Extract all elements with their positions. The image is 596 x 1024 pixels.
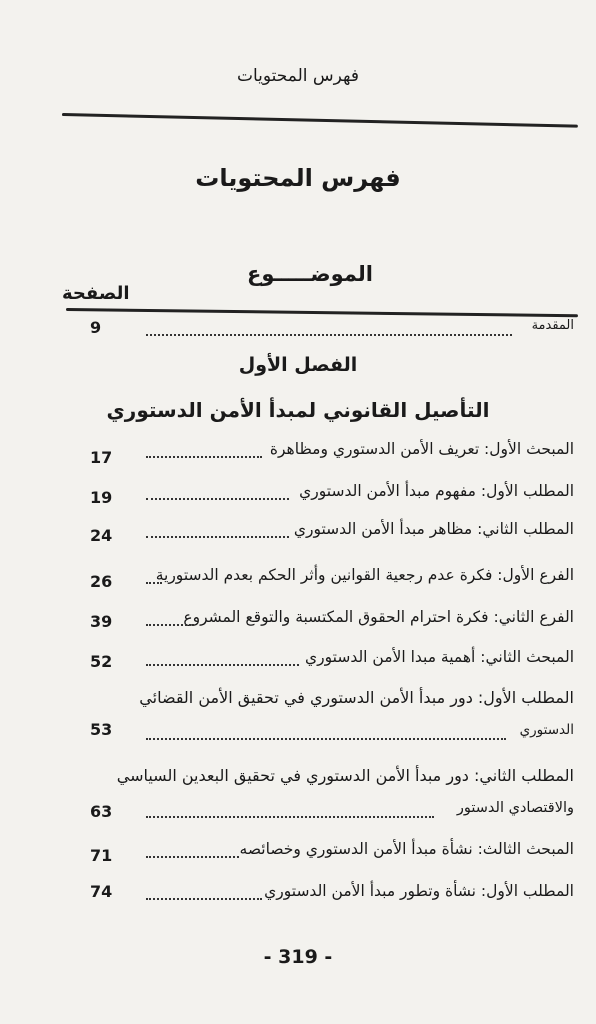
toc-entry-text: المطلب الثاني: مظاهر مبدأ الأمن الدستوري bbox=[293, 520, 574, 538]
toc-entry-page: 63 bbox=[90, 802, 113, 821]
toc-entry-text: الفرع الثاني: فكرة احترام الحقوق المكتسبة والتوقع المشروع bbox=[183, 608, 574, 626]
toc-entry-intro bbox=[66, 318, 574, 340]
toc-entry-page: 74 bbox=[90, 882, 113, 901]
leader-dots bbox=[146, 610, 194, 626]
toc-entry-text: الدستوري bbox=[519, 722, 574, 738]
running-header: فهرس المحتويات bbox=[236, 66, 360, 86]
leader-dots bbox=[146, 724, 506, 740]
leader-dots bbox=[146, 484, 289, 500]
toc-entry bbox=[66, 566, 574, 591]
page-title: فهرس المحتويات bbox=[195, 164, 401, 192]
leader-dots bbox=[146, 842, 239, 858]
toc-entry-text: المبحث الثالث: نشأة مبدأ الأمن الدستوري وخصائصه bbox=[239, 840, 574, 858]
toc-entry-text: المطلب الأول: مفهوم مبدأ الأمن الدستوري bbox=[299, 482, 574, 500]
toc-entry-text: المبحث الأول: تعريف الأمن الدستوري ومظاهرة bbox=[269, 440, 574, 458]
leader-dots bbox=[146, 320, 512, 336]
toc-entry bbox=[66, 482, 574, 507]
header-rule bbox=[62, 113, 578, 128]
toc-entry bbox=[66, 882, 574, 904]
toc-entry-page: 52 bbox=[90, 652, 113, 671]
leader-dots bbox=[146, 522, 289, 538]
chapter-subtitle: التأصيل القانوني لمبدأ الأمن الدستوري bbox=[106, 398, 490, 422]
toc-entry bbox=[66, 648, 574, 670]
toc-entry bbox=[66, 722, 574, 744]
toc-entry-page: 17 bbox=[90, 448, 113, 467]
columns-rule bbox=[66, 308, 578, 317]
toc-entry-page: 19 bbox=[90, 488, 113, 507]
chapter-heading: الفصل الأول bbox=[238, 354, 358, 376]
leader-dots bbox=[146, 802, 434, 818]
toc-entry-page: 24 bbox=[90, 526, 113, 545]
toc-entry-text: المقدمة bbox=[531, 318, 574, 333]
column-page-heading: الصفحة bbox=[62, 283, 130, 304]
toc-entry bbox=[66, 520, 574, 545]
leader-dots bbox=[146, 650, 299, 666]
toc-entry-line: المطلب الثاني: دور مبدأ الأمن الدستوري في تحقيق البعدين السياسي bbox=[116, 766, 574, 785]
column-subject-heading: الموضـــــوع bbox=[246, 262, 374, 286]
leader-dots bbox=[146, 442, 262, 458]
toc-entry-text: المبحث الثاني: أهمية مبدا الأمن الدستوري bbox=[305, 648, 574, 666]
toc-entry-page: 71 bbox=[90, 846, 113, 865]
toc-entry bbox=[66, 440, 574, 467]
toc-entry-text: المطلب الأول: نشأة وتطور مبدأ الأمن الدستوري bbox=[264, 882, 574, 900]
toc-entry-line: المطلب الأول: دور مبدأ الأمن الدستوري في تحقيق الأمن القضائي bbox=[139, 688, 574, 707]
toc-entry-page: 53 bbox=[90, 720, 113, 739]
toc-entry-text: والاقتصادي الدستور bbox=[456, 800, 574, 816]
toc-entry bbox=[66, 840, 574, 865]
toc-entry-page: 9 bbox=[90, 318, 102, 337]
leader-dots bbox=[146, 884, 262, 900]
toc-entry bbox=[66, 608, 574, 630]
page-number: - 319 - bbox=[263, 946, 333, 968]
toc-entry-page: 39 bbox=[90, 612, 113, 631]
toc-entry bbox=[66, 800, 574, 822]
toc-entry-page: 26 bbox=[90, 572, 113, 591]
toc-entry-text: الفرع الأول: فكرة عدم رجعية القوانين وأثر الحكم بعدم الدستورية bbox=[155, 566, 574, 584]
leader-dots bbox=[146, 568, 162, 584]
